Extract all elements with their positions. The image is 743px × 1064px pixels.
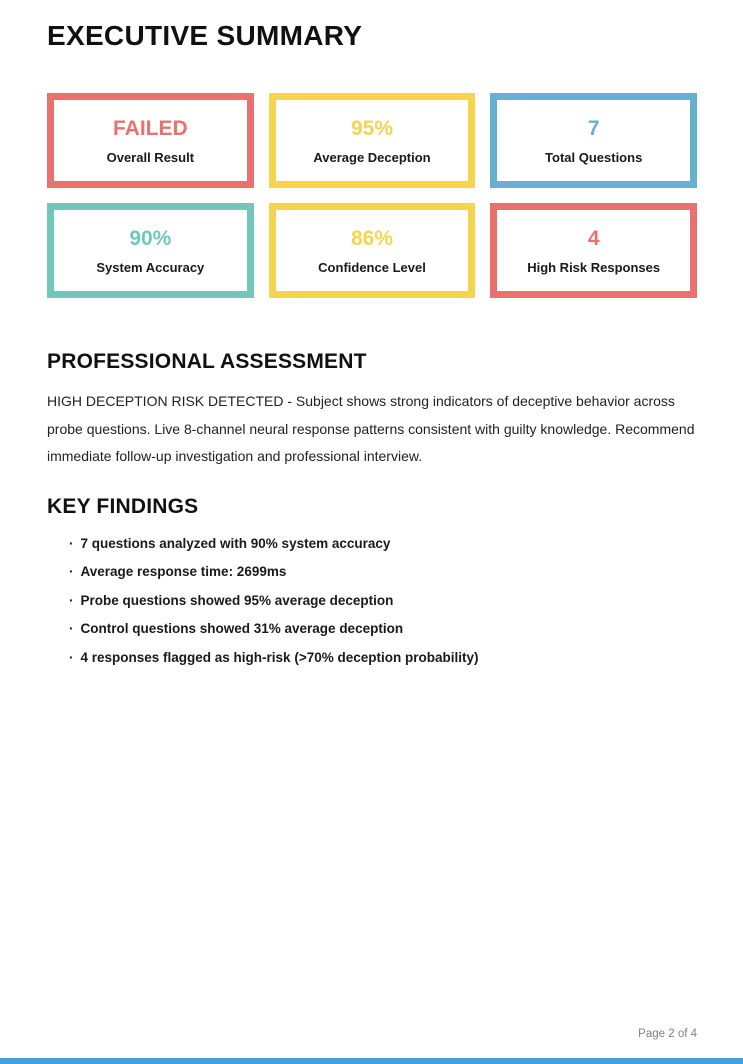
metric-label: System Accuracy [96, 259, 205, 275]
metric-card [47, 203, 254, 298]
metric-label: Overall Result [106, 149, 195, 165]
key-findings-heading: KEY FINDINGS [47, 494, 199, 518]
metric-value: 86% [350, 226, 393, 250]
finding-item [69, 621, 697, 636]
metric-value: 4 [587, 226, 600, 250]
metric-label: Average Deception [313, 149, 431, 165]
metric-value: 90% [129, 226, 172, 250]
bullet-glyph: · [69, 592, 74, 608]
assessment-section [47, 350, 697, 471]
bullet-glyph: · [69, 649, 74, 665]
metric-value: FAILED [112, 116, 188, 140]
finding-text: 7 questions analyzed with 90% system accuracy [80, 535, 391, 551]
metric-label: Total Questions [545, 149, 643, 165]
metric-value: 95% [350, 116, 393, 140]
assessment-heading: PROFESSIONAL ASSESSMENT [47, 350, 367, 373]
metric-card [269, 93, 476, 188]
finding-text: Probe questions showed 95% average deception [80, 592, 394, 608]
metric-value: 7 [587, 116, 600, 140]
finding-item [69, 650, 697, 665]
summary-cards-grid [47, 93, 697, 298]
bullet-glyph: · [69, 621, 74, 636]
metric-card [47, 93, 254, 188]
assessment-body-text: HIGH DECEPTION RISK DETECTED - Subject shows strong indicators of deceptive behavior across probe questions. Live 8-channel neural response patterns consistent with guilty knowledge. Recommend immediate follow-up investigation and professional interview. [47, 393, 695, 464]
report-page [0, 20, 743, 665]
finding-item [69, 593, 697, 608]
key-findings-section [47, 495, 697, 665]
metric-label: High Risk Responses [527, 259, 661, 275]
finding-text: 4 responses flagged as high-risk (>70% deception probability) [80, 649, 479, 665]
bottom-accent-bar [0, 1058, 743, 1064]
key-findings-list [47, 536, 697, 665]
metric-card [490, 203, 697, 298]
finding-text: Average response time: 2699ms [80, 564, 287, 579]
page-number: Page 2 of 4 [638, 1028, 697, 1040]
finding-item [69, 564, 697, 579]
page-title: EXECUTIVE SUMMARY [47, 20, 363, 51]
metric-label: Confidence Level [318, 259, 426, 275]
metric-card [490, 93, 697, 188]
finding-item [69, 536, 697, 551]
bullet-glyph: · [69, 564, 74, 579]
metric-card [269, 203, 476, 298]
bullet-glyph: · [69, 535, 74, 551]
finding-text: Control questions showed 31% average deception [80, 621, 404, 636]
